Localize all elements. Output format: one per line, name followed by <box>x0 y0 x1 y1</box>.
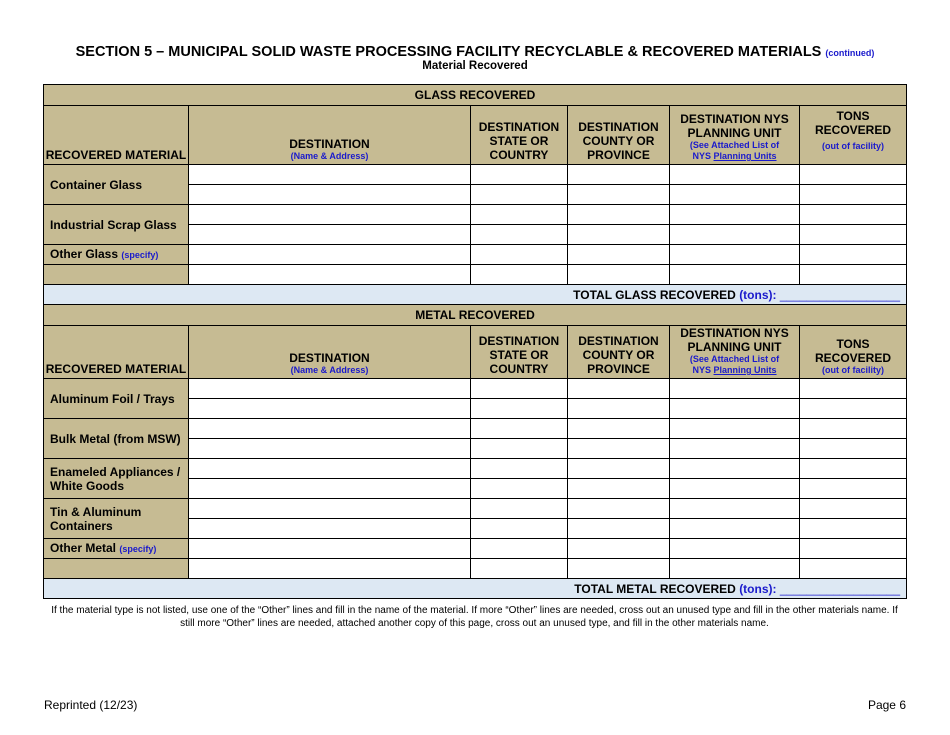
table-row <box>44 459 907 479</box>
col-tons-label: TONS RECOVERED <box>814 337 891 365</box>
destination-input[interactable] <box>189 225 471 245</box>
page-number: Page 6 <box>867 698 906 712</box>
destination-input[interactable] <box>189 379 471 399</box>
state-input[interactable] <box>471 439 568 459</box>
table-row <box>44 245 907 265</box>
county-input[interactable] <box>568 165 670 185</box>
planning-input[interactable] <box>670 379 800 399</box>
county-input[interactable] <box>568 245 670 265</box>
col-destination <box>189 106 471 165</box>
planning-note-link[interactable]: Planning Units <box>713 151 777 161</box>
col-tons <box>800 326 907 379</box>
planning-input[interactable] <box>670 265 800 285</box>
col-destination <box>189 326 471 379</box>
destination-input[interactable] <box>189 539 471 559</box>
state-input[interactable] <box>471 265 568 285</box>
destination-input[interactable] <box>189 265 471 285</box>
planning-input[interactable] <box>670 499 800 519</box>
destination-input[interactable] <box>189 479 471 499</box>
destination-input[interactable] <box>189 439 471 459</box>
tons-input[interactable] <box>800 225 907 245</box>
county-input[interactable] <box>568 399 670 419</box>
planning-input[interactable] <box>670 459 800 479</box>
material-other-metal[interactable] <box>44 539 189 559</box>
col-destination-label: DESTINATION <box>289 137 370 151</box>
planning-input[interactable] <box>670 479 800 499</box>
tons-input[interactable] <box>800 265 907 285</box>
tons-input[interactable] <box>800 519 907 539</box>
continued-label: (continued) <box>825 48 875 58</box>
section-title-text: SECTION 5 – MUNICIPAL SOLID WASTE PROCESSING FACILITY RECYCLABLE & RECOVERED MATERIALS <box>75 44 822 60</box>
planning-note-b: NYS <box>692 365 711 375</box>
destination-input[interactable] <box>189 245 471 265</box>
section-title <box>0 44 950 60</box>
state-input[interactable] <box>471 399 568 419</box>
state-input[interactable] <box>471 165 568 185</box>
state-input[interactable] <box>471 519 568 539</box>
glass-total-unit: (tons): <box>739 287 777 302</box>
state-input[interactable] <box>471 379 568 399</box>
destination-input[interactable] <box>189 205 471 225</box>
metal-band: METAL RECOVERED <box>44 305 907 326</box>
county-input[interactable] <box>568 419 670 439</box>
reprinted-date: Reprinted (12/23) <box>44 698 138 712</box>
metal-total-label: TOTAL METAL RECOVERED <box>574 581 736 596</box>
specify-note: (specify) <box>119 544 157 554</box>
tons-input[interactable] <box>800 379 907 399</box>
tons-input[interactable] <box>800 439 907 459</box>
destination-input[interactable] <box>189 419 471 439</box>
col-material: RECOVERED MATERIAL <box>44 326 189 379</box>
destination-input[interactable] <box>189 559 471 579</box>
planning-input[interactable] <box>670 225 800 245</box>
tons-input[interactable] <box>800 205 907 225</box>
material-container-glass: Container Glass <box>44 165 189 205</box>
tons-input[interactable] <box>800 399 907 419</box>
state-input[interactable] <box>471 539 568 559</box>
glass-total-row <box>44 285 907 305</box>
planning-input[interactable] <box>670 439 800 459</box>
county-input[interactable] <box>568 519 670 539</box>
planning-input[interactable] <box>670 185 800 205</box>
state-input[interactable] <box>471 225 568 245</box>
table-row <box>44 165 907 185</box>
destination-input[interactable] <box>189 165 471 185</box>
glass-total-label: TOTAL GLASS RECOVERED <box>573 287 736 302</box>
col-planning <box>670 106 800 165</box>
glass-band: GLASS RECOVERED <box>44 85 907 106</box>
planning-note-a: (See Attached List of <box>689 354 780 364</box>
glass-table <box>43 84 907 599</box>
state-input[interactable] <box>471 185 568 205</box>
county-input[interactable] <box>568 499 670 519</box>
material-other-blank[interactable] <box>44 265 189 285</box>
col-planning-label: DESTINATION NYS PLANNING UNIT <box>680 112 789 140</box>
planning-input[interactable] <box>670 165 800 185</box>
col-planning-note <box>670 140 799 162</box>
material-aluminum-foil: Aluminum Foil / Trays <box>44 379 189 419</box>
planning-note-a: (See Attached List of <box>689 140 780 150</box>
col-destination-note: (Name & Address) <box>290 151 369 161</box>
tons-input[interactable] <box>800 185 907 205</box>
table-row <box>44 539 907 559</box>
destination-input[interactable] <box>189 459 471 479</box>
tons-input[interactable] <box>800 559 907 579</box>
state-input[interactable] <box>471 419 568 439</box>
county-input[interactable] <box>568 439 670 459</box>
planning-note-link[interactable]: Planning Units <box>713 365 777 375</box>
tons-input[interactable] <box>800 539 907 559</box>
glass-header-row <box>44 106 907 165</box>
col-planning <box>670 326 800 379</box>
col-tons-label: TONS RECOVERED <box>814 109 891 137</box>
table-row <box>44 265 907 285</box>
state-input[interactable] <box>471 459 568 479</box>
planning-input[interactable] <box>670 519 800 539</box>
destination-input[interactable] <box>189 519 471 539</box>
col-state: DESTINATION STATE OR COUNTRY <box>471 326 568 379</box>
table-row <box>44 419 907 439</box>
planning-input[interactable] <box>670 205 800 225</box>
other-metal-label: Other Metal <box>50 541 117 555</box>
material-bulk-metal: Bulk Metal (from MSW) <box>44 419 189 459</box>
planning-input[interactable] <box>670 559 800 579</box>
county-input[interactable] <box>568 225 670 245</box>
county-input[interactable] <box>568 265 670 285</box>
col-destination-label: DESTINATION <box>289 351 370 365</box>
col-planning-note <box>670 354 799 376</box>
col-tons-note: (out of facility) <box>822 141 884 151</box>
material-other-blank[interactable] <box>44 559 189 579</box>
destination-input[interactable] <box>189 185 471 205</box>
table-row <box>44 559 907 579</box>
glass-total-input[interactable]: __________________ <box>779 287 900 302</box>
other-glass-label: Other Glass <box>50 247 119 261</box>
material-enameled-appliances: Enameled Appliances / White Goods <box>44 459 189 499</box>
county-input[interactable] <box>568 205 670 225</box>
col-tons <box>800 106 907 165</box>
tons-input[interactable] <box>800 165 907 185</box>
footnote: If the material type is not listed, use one of the “Other” lines and fill in the name of the material. If more “Other” lines are needed, cross out an unused type and fill in the other materials name. If still more “Other” lines are needed, attached another copy of this page, cross out an unused type, and fill in the other materials name. <box>51 605 898 629</box>
county-input[interactable] <box>568 459 670 479</box>
tons-input[interactable] <box>800 499 907 519</box>
tons-input[interactable] <box>800 459 907 479</box>
planning-input[interactable] <box>670 399 800 419</box>
state-input[interactable] <box>471 205 568 225</box>
county-input[interactable] <box>568 479 670 499</box>
col-state: DESTINATION STATE OR COUNTRY <box>471 106 568 165</box>
planning-note-b: NYS <box>692 151 711 161</box>
col-material: RECOVERED MATERIAL <box>44 106 189 165</box>
county-input[interactable] <box>568 539 670 559</box>
col-county: DESTINATION COUNTY OR PROVINCE <box>568 326 670 379</box>
material-tin-aluminum: Tin & Aluminum Containers <box>44 499 189 539</box>
section-subtitle: Material Recovered <box>422 60 528 72</box>
col-planning-label: DESTINATION NYS PLANNING UNIT <box>680 326 789 354</box>
county-input[interactable] <box>568 559 670 579</box>
metal-total-input[interactable]: __________________ <box>779 581 900 596</box>
destination-input[interactable] <box>189 399 471 419</box>
table-row <box>44 499 907 519</box>
state-input[interactable] <box>471 479 568 499</box>
metal-header-row <box>44 326 907 379</box>
specify-note: (specify) <box>121 250 159 260</box>
tons-input[interactable] <box>800 419 907 439</box>
metal-total-unit: (tons): <box>739 581 777 596</box>
col-tons-note: (out of facility) <box>822 365 884 375</box>
col-destination-note: (Name & Address) <box>290 365 369 375</box>
tons-input[interactable] <box>800 245 907 265</box>
state-input[interactable] <box>471 499 568 519</box>
col-county: DESTINATION COUNTY OR PROVINCE <box>568 106 670 165</box>
planning-input[interactable] <box>670 245 800 265</box>
destination-input[interactable] <box>189 499 471 519</box>
planning-input[interactable] <box>670 419 800 439</box>
state-input[interactable] <box>471 559 568 579</box>
state-input[interactable] <box>471 245 568 265</box>
planning-input[interactable] <box>670 539 800 559</box>
table-row <box>44 379 907 399</box>
material-industrial-scrap-glass: Industrial Scrap Glass <box>44 205 189 245</box>
county-input[interactable] <box>568 185 670 205</box>
material-other-glass[interactable] <box>44 245 189 265</box>
metal-total-row <box>44 579 907 599</box>
tons-input[interactable] <box>800 479 907 499</box>
table-row <box>44 205 907 225</box>
county-input[interactable] <box>568 379 670 399</box>
